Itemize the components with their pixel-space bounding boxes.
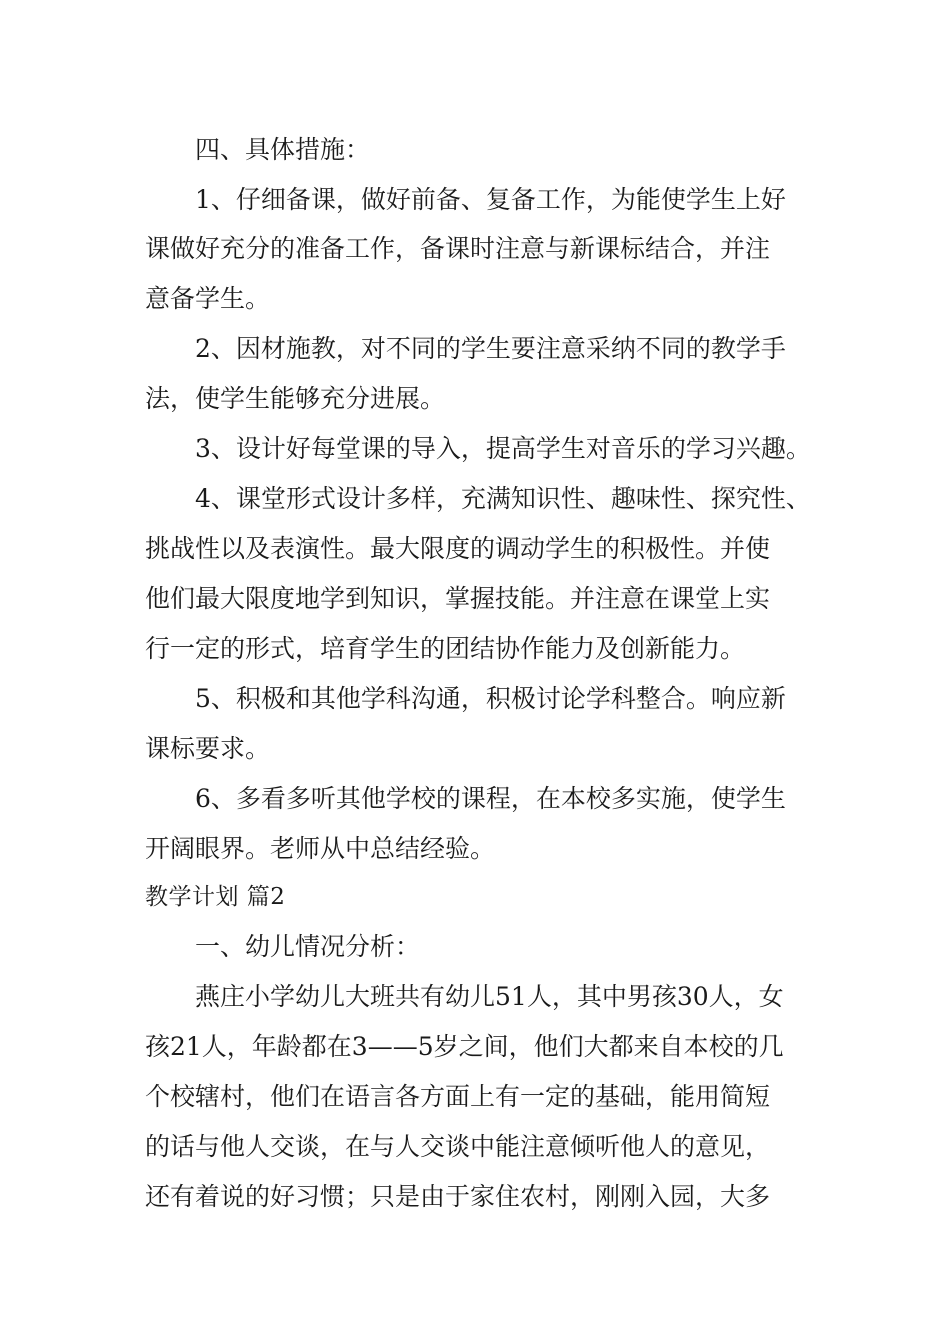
paragraph-line: 还有着说的好习惯；只是由于家住农村，刚刚入园，大多: [145, 1182, 771, 1211]
paragraph-line: 3、设计好每堂课的导入，提高学生对音乐的学习兴趣。: [195, 434, 811, 463]
paragraph-line: 挑战性以及表演性。最大限度的调动学生的积极性。并使: [145, 534, 771, 563]
paragraph-line: 6、多看多听其他学校的课程，在本校多实施，使学生: [195, 784, 786, 813]
paragraph-line: 孩21人，年龄都在3——5岁之间，他们大都来自本校的几: [145, 1032, 784, 1061]
paragraph-line: 课标要求。: [145, 734, 271, 763]
section-heading: 四、具体措施：: [195, 135, 371, 164]
paragraph-line: 1、仔细备课，做好前备、复备工作，为能使学生上好: [195, 185, 786, 214]
paragraph-line: 行一定的形式，培育学生的团结协作能力及创新能力。: [145, 634, 746, 663]
paragraph-line: 课做好充分的准备工作，备课时注意与新课标结合，并注: [145, 234, 771, 263]
paragraph-line: 个校辖村，他们在语言各方面上有一定的基础，能用简短: [145, 1082, 771, 1111]
paragraph-line: 意备学生。: [145, 284, 271, 313]
paragraph-line: 4、课堂形式设计多样，充满知识性、趣味性、探究性、: [195, 484, 811, 513]
paragraph-line: 5、积极和其他学科沟通，积极讨论学科整合。响应新: [195, 684, 786, 713]
paragraph-line: 的话与他人交谈，在与人交谈中能注意倾听他人的意见，: [145, 1132, 771, 1161]
paragraph-line: 他们最大限度地学到知识，掌握技能。并注意在课堂上实: [145, 584, 771, 613]
paragraph-line: 开阔眼界。老师从中总结经验。: [145, 834, 496, 863]
section-heading: 一、幼儿情况分析：: [195, 932, 421, 961]
paragraph-line: 燕庄小学幼儿大班共有幼儿51人，其中男孩30人，女: [195, 982, 784, 1011]
paragraph-line: 2、因材施教，对不同的学生要注意采纳不同的教学手: [195, 334, 786, 363]
section-title: 教学计划 篇2: [145, 884, 286, 910]
paragraph-line: 法，使学生能够充分进展。: [145, 384, 446, 413]
